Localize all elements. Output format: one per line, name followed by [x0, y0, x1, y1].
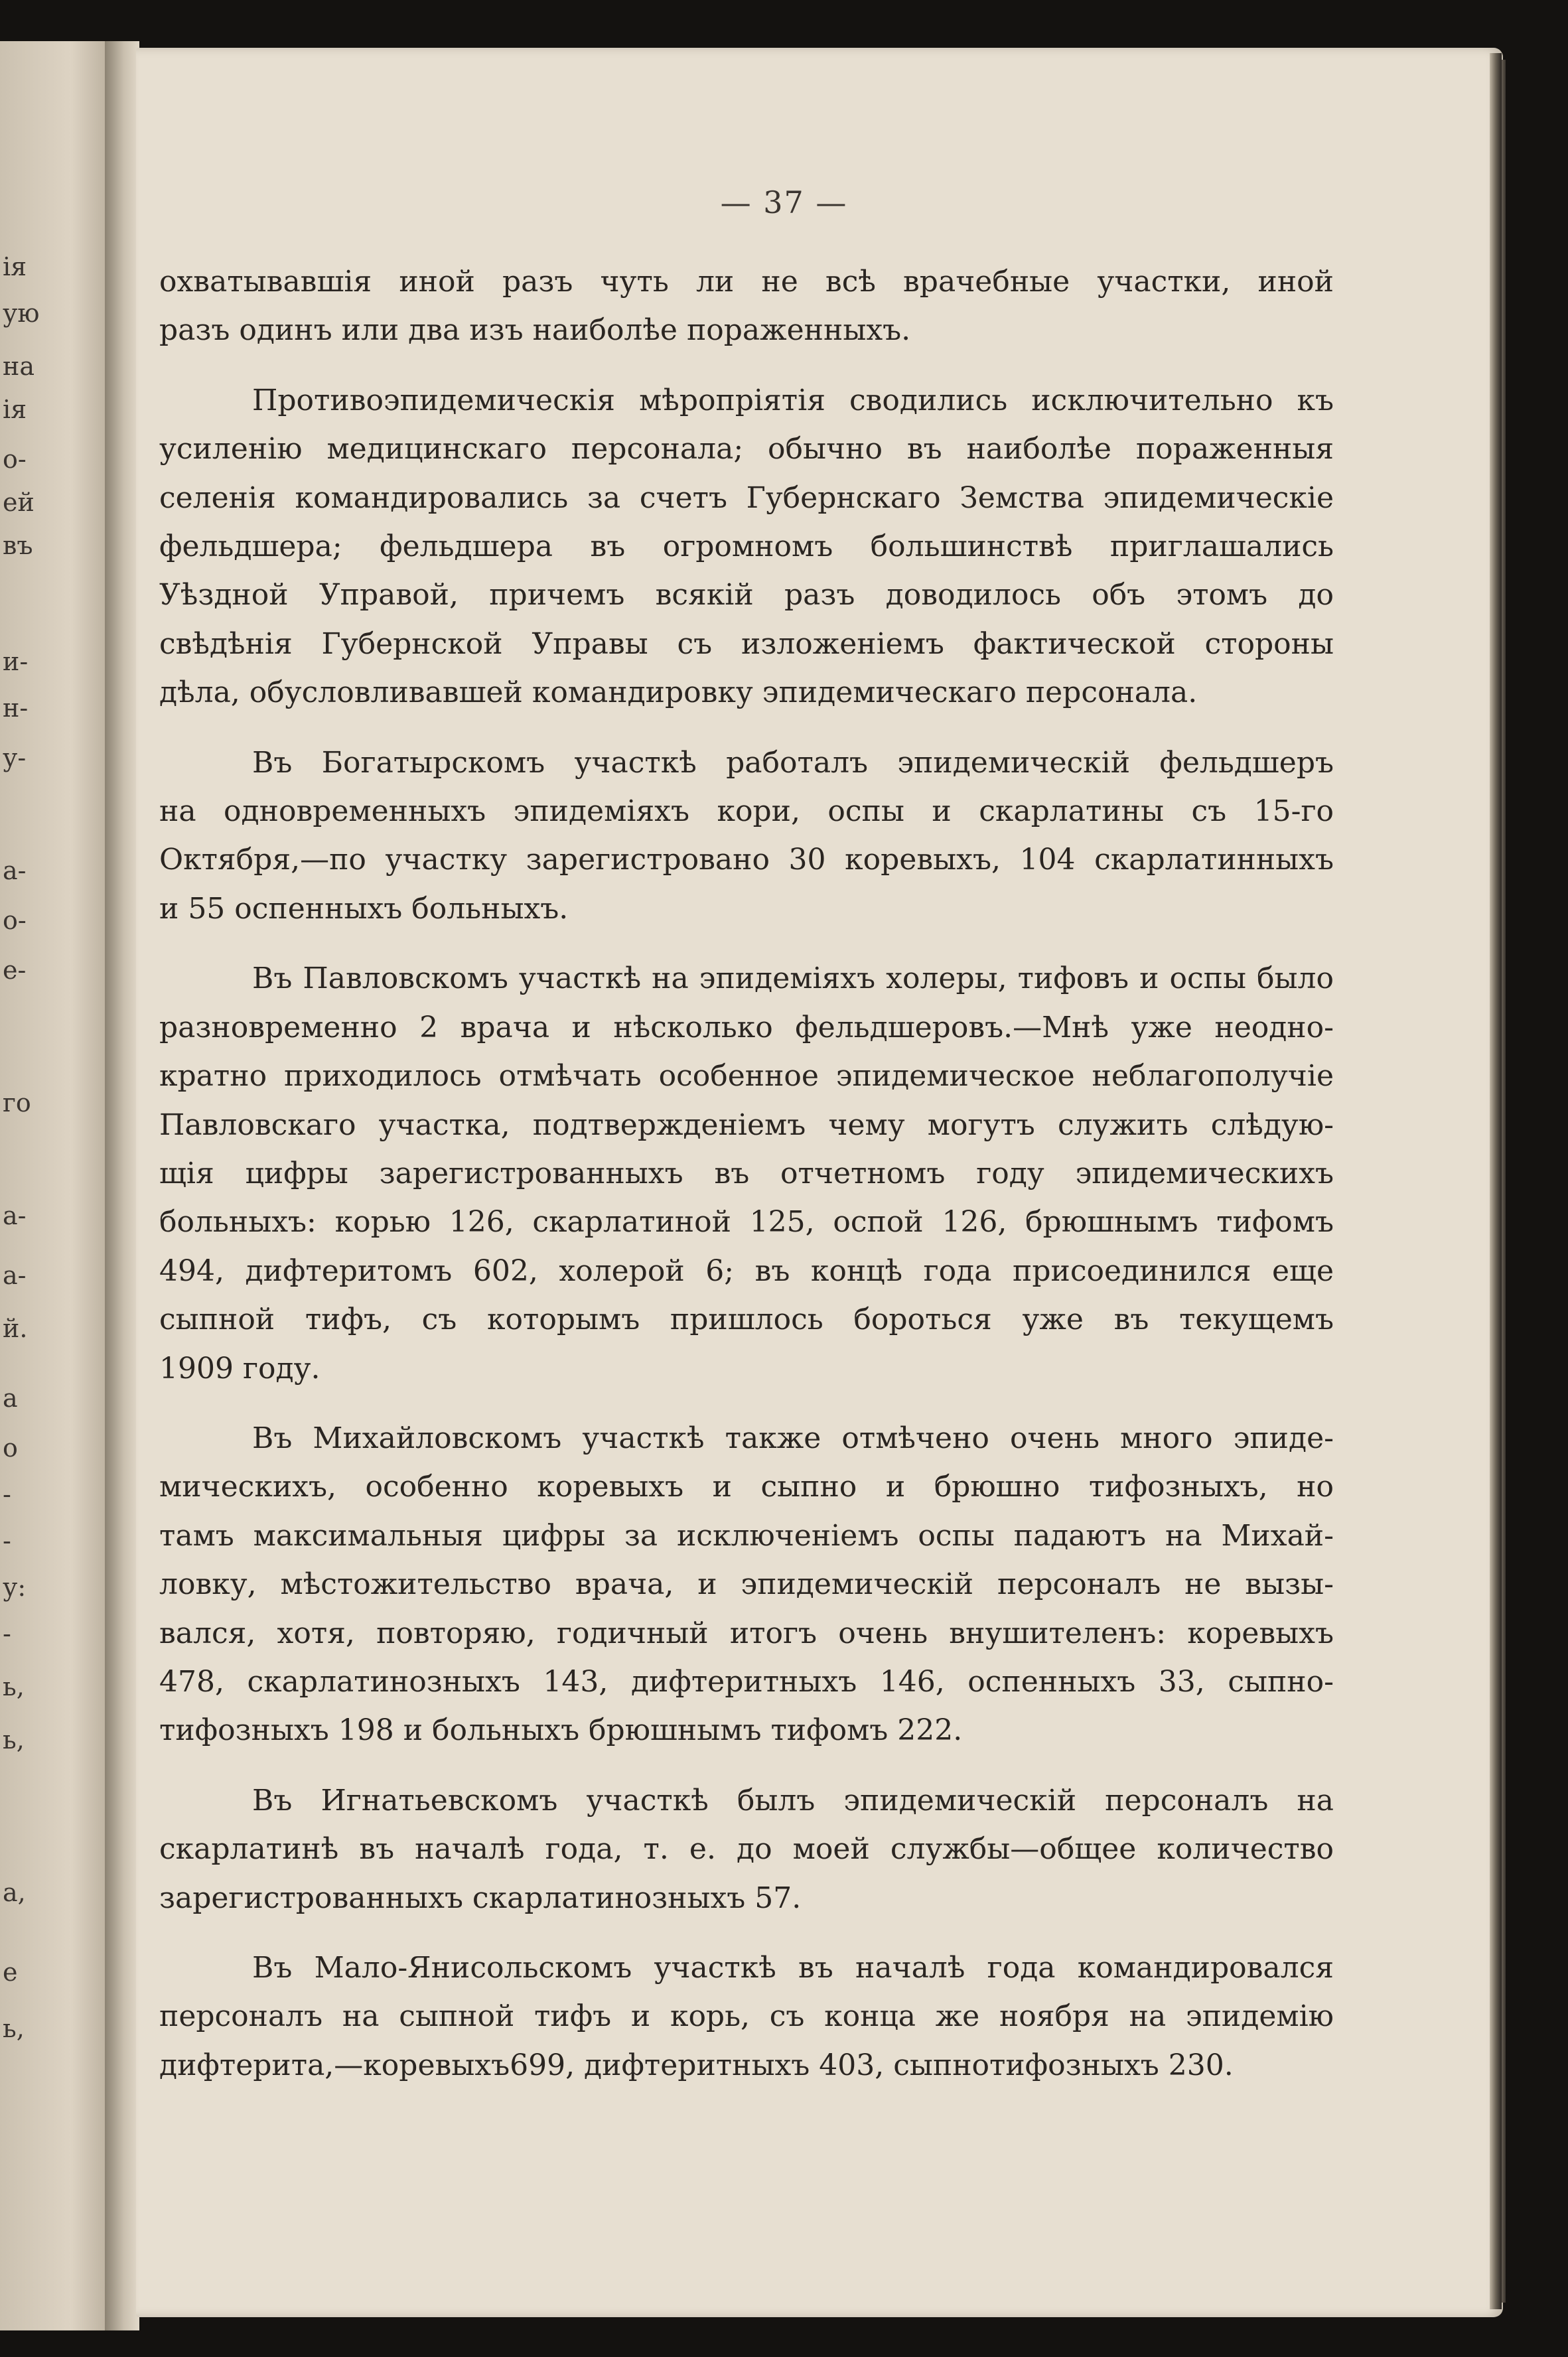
paragraph	[159, 376, 1334, 717]
text-line: Въ Михайловскомъ участкѣ также отмѣчено очень много эпиде-	[252, 1421, 1334, 1455]
left-page-fragment: ія	[3, 395, 27, 424]
paragraph-gap	[159, 1393, 1334, 1414]
text-line: сыпной тифъ, съ которымъ пришлось бороться уже въ текущемъ	[159, 1303, 1334, 1337]
left-page-fragment: -	[3, 1619, 11, 1648]
left-page-fragment: о	[3, 1433, 18, 1463]
left-page-fragment: а-	[3, 1261, 27, 1290]
left-page-fragment: а-	[3, 1201, 27, 1230]
text-line: Октября,—по участку зарегистровано 30 коревыхъ, 104 скарлатинныхъ	[159, 843, 1334, 877]
text-line: щія цифры зарегистрованныхъ въ отчетномъ году эпидемическихъ	[159, 1156, 1334, 1190]
paragraph	[159, 954, 1334, 1393]
text-line: ловку, мѣстожительство врача, и эпидемическій персоналъ не вызы-	[159, 1567, 1334, 1602]
text-line: на одновременныхъ эпидеміяхъ кори, оспы и скарлатины съ 15-го	[159, 794, 1334, 829]
text-line: Въ Игнатьевскомъ участкѣ былъ эпидемическій персоналъ на	[252, 1783, 1334, 1818]
text-line: Въ Мало-Янисольскомъ участкѣ въ началѣ года командировался	[252, 1951, 1334, 1985]
text-line: 1909 году.	[159, 1351, 321, 1386]
text-line: разновременно 2 врача и нѣсколько фельдшеровъ.—Мнѣ уже неодно-	[159, 1010, 1334, 1044]
left-page-fragment: у-	[3, 743, 27, 772]
page-number: — 37 —	[720, 184, 848, 220]
left-page-fragment: а	[3, 1384, 18, 1413]
text-line: скарлатинѣ въ началѣ года, т. е. до моей службы—общее количество	[159, 1832, 1334, 1867]
text-line: зарегистрованныхъ скарлатинозныхъ 57.	[159, 1881, 802, 1915]
left-page-fragment: о-	[3, 445, 27, 474]
left-page-fragment: -	[3, 1480, 11, 1509]
text-line: 494, дифтеритомъ 602, холерой 6; въ концѣ года присоединился еще	[159, 1253, 1334, 1288]
left-page-fragment: ь,	[3, 2014, 25, 2043]
text-line: Въ Богатырскомъ участкѣ работалъ эпидемическій фельдшеръ	[252, 745, 1334, 780]
text-line: охватывавшія иной разъ чуть ли не всѣ врачебные участки, иной	[159, 265, 1334, 299]
text-line: свѣдѣнія Губернской Управы съ изложеніемъ фактической стороны	[159, 626, 1334, 661]
left-page-fragment: и-	[3, 647, 29, 676]
text-line: дифтерита,—коревыхъ699, дифтеритныхъ 403, сыпнотифозныхъ 230.	[159, 2048, 1234, 2082]
text-line: Въ Павловскомъ участкѣ на эпидеміяхъ холеры, тифовъ и оспы было	[252, 962, 1334, 996]
paragraph-gap	[159, 933, 1334, 954]
left-page-fragment: ей	[3, 488, 35, 517]
left-page-fragment: а,	[3, 1878, 26, 1907]
book-gutter	[105, 41, 139, 2330]
left-page-edge	[0, 41, 118, 2330]
left-page-fragment: ую	[3, 299, 40, 328]
text-line: мическихъ, особенно коревыхъ и сыпно и брюшно тифозныхъ, но	[159, 1470, 1334, 1504]
text-line: фельдшера; фельдшера въ огромномъ большинствѣ приглашались	[159, 530, 1334, 564]
left-page-fragment: н-	[3, 693, 29, 723]
left-page-fragment: е-	[3, 956, 27, 985]
paragraph	[159, 1944, 1334, 2090]
paragraph-gap	[159, 717, 1334, 739]
text-line: селенія командировались за счетъ Губернскаго Земства эпидемическіе	[159, 480, 1334, 515]
text-line: персоналъ на сыпной тифъ и корь, съ конца же ноября на эпидемію	[159, 1999, 1334, 2034]
left-page-fragment: ь,	[3, 1725, 25, 1754]
paragraph	[159, 1776, 1334, 1922]
text-line: кратно приходилось отмѣчать особенное эпидемическое неблагополучіе	[159, 1059, 1334, 1094]
text-line: Павловскаго участка, подтвержденіемъ чему могутъ служить слѣдую-	[159, 1107, 1334, 1142]
paragraph-gap	[159, 1922, 1334, 1944]
left-page-fragment: ія	[3, 252, 27, 281]
text-line: Противоэпидемическія мѣропріятія сводились исключительно къ	[252, 383, 1334, 417]
paragraph	[159, 257, 1334, 355]
paragraph	[159, 739, 1334, 934]
page-text	[159, 257, 1334, 2090]
left-page-fragment: го	[3, 1088, 31, 1117]
text-line: 478, скарлатинозныхъ 143, дифтеритныхъ 146, оспенныхъ 33, сыпно-	[159, 1664, 1334, 1699]
text-line: Уѣздной Управой, причемъ всякій разъ доводилось объ этомъ до	[159, 578, 1334, 612]
left-page-fragment: на	[3, 352, 35, 381]
left-page-fragment: у:	[3, 1573, 27, 1602]
text-line: и 55 оспенныхъ больныхъ.	[159, 891, 569, 926]
left-page-fragment: въ	[3, 531, 33, 560]
text-line: тамъ максимальныя цифры за исключеніемъ оспы падаютъ на Михай-	[159, 1518, 1334, 1553]
left-page-fragment: ь,	[3, 1672, 25, 1701]
left-page-fragment: е	[3, 1958, 18, 1987]
text-line: вался, хотя, повторяю, годичный итогъ очень внушителенъ: коревыхъ	[159, 1616, 1334, 1650]
text-line: больныхъ: корью 126, скарлатиной 125, оспой 126, брюшнымъ тифомъ	[159, 1205, 1334, 1240]
page-edge	[1490, 53, 1502, 2309]
paragraph-gap	[159, 355, 1334, 376]
text-line: дѣла, обусловливавшей командировку эпидемическаго персонала.	[159, 676, 1198, 710]
paragraph-gap	[159, 1755, 1334, 1776]
left-page-fragment: й.	[3, 1314, 28, 1343]
paragraph	[159, 1414, 1334, 1755]
text-line: усиленію медицинскаго персонала; обычно въ наиболѣе пораженныя	[159, 432, 1334, 466]
left-page-fragment: а-	[3, 856, 27, 885]
text-line: тифозныхъ 198 и больныхъ брюшнымъ тифомъ 222.	[159, 1713, 963, 1748]
left-page-fragment: -	[3, 1526, 11, 1555]
left-page-fragment: о-	[3, 906, 27, 935]
text-line: разъ одинъ или два изъ наиболѣе пораженныхъ.	[159, 313, 911, 348]
